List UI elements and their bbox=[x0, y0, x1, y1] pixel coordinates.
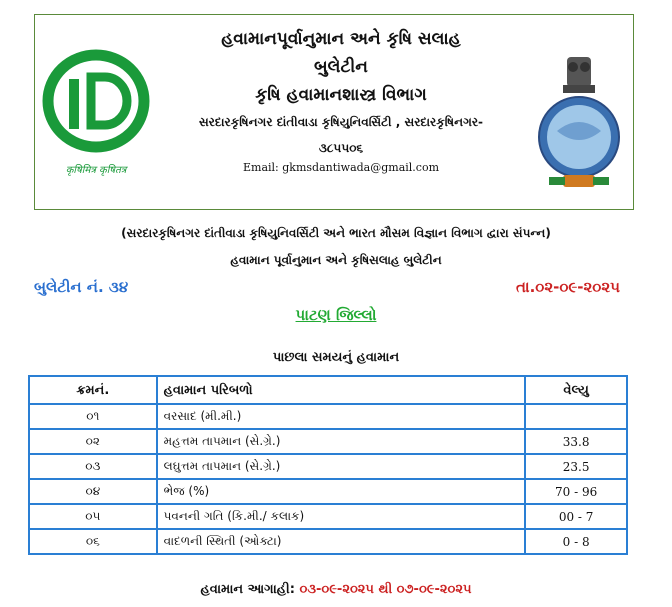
row-no: ૦૬ bbox=[29, 529, 157, 554]
row-param: વાદળની સ્થિતી (ઓક્ટા) bbox=[157, 529, 526, 554]
district-title: પાટણ જિલ્લો bbox=[295, 306, 377, 324]
bulletin-number: બુલેટીન નં. ૩૪ bbox=[34, 278, 129, 296]
bulletin-date: તા.૦૨-૦૯-૨૦૨૫ bbox=[515, 278, 620, 296]
header-title-line2: બુલેટીન bbox=[314, 57, 368, 77]
header-text bbox=[161, 25, 521, 175]
header-no: ક્રમનં. bbox=[29, 376, 157, 404]
past-weather-table bbox=[28, 375, 628, 555]
row-value: 00 - 7 bbox=[525, 504, 627, 529]
row-param: ભેજ (%) bbox=[157, 479, 526, 504]
university-logo-icon bbox=[39, 39, 154, 189]
intro-line1: (સરદારકૃષિનગર દાંતીવાડા કૃષિયુનિવર્સિટી અને ભારત મૌસમ વિજ્ઞાન વિભાગ દ્વારા સંપન્ન) bbox=[121, 226, 551, 240]
row-no: ૦૩ bbox=[29, 454, 157, 479]
header-param: હવામાન પરિબળો bbox=[157, 376, 526, 404]
header-email: Email: gkmsdantiwada@gmail.com bbox=[242, 161, 439, 174]
row-no: ૦૧ bbox=[29, 404, 157, 429]
table-row bbox=[29, 454, 627, 479]
row-param: વરસાદ (મી.મી.) bbox=[157, 404, 526, 429]
imd-emblem-icon bbox=[529, 55, 629, 195]
forecast-label: હવામાન આગાહી: bbox=[200, 582, 295, 597]
header-title-line3: કૃષિ હવામાનશાસ્ત્ર વિભાગ bbox=[255, 85, 427, 105]
table-row bbox=[29, 404, 627, 429]
table-row bbox=[29, 529, 627, 554]
header-box bbox=[34, 14, 634, 210]
row-no: ૦૫ bbox=[29, 504, 157, 529]
row-value: 70 - 96 bbox=[525, 479, 627, 504]
header-value: વેલ્યુ bbox=[525, 376, 627, 404]
header-address-line1: સરદારકૃષિનગર દાંતીવાડા કૃષિયુનિવર્સિટી , સરદારકૃષિનગર- bbox=[198, 115, 484, 129]
header-address-line2: ૩૮૫૫૦૬ bbox=[318, 141, 364, 155]
row-no: ૦૪ bbox=[29, 479, 157, 504]
table-row bbox=[29, 429, 627, 454]
row-value bbox=[525, 404, 627, 429]
row-param: લઘુત્તમ તાપમાન (સે.ગ્રે.) bbox=[157, 454, 526, 479]
row-param: મહત્તમ તાપમાન (સે.ગ્રે.) bbox=[157, 429, 526, 454]
row-param: પવનની ગતિ (કિ.મી./ કલાક) bbox=[157, 504, 526, 529]
forecast-dates: ૦૩-૦૯-૨૦૨૫ થી ૦૭-૦૯-૨૦૨૫ bbox=[299, 582, 472, 597]
row-value: 33.8 bbox=[525, 429, 627, 454]
header-title-line1: હવામાનપૂર્વાનુમાન અને કૃષિ સલાહ bbox=[221, 29, 461, 49]
row-value: 0 - 8 bbox=[525, 529, 627, 554]
row-no: ૦૨ bbox=[29, 429, 157, 454]
intro-line2: હવામાન પૂર્વાનુમાન અને કૃષિસલાહ બુલેટીન bbox=[230, 253, 442, 267]
table-header-row bbox=[29, 376, 627, 404]
past-weather-title: પાછલા સમયનું હવામાન bbox=[272, 350, 400, 365]
logo-caption: कृषिमित्र कृषितत्र bbox=[65, 165, 127, 176]
table-row bbox=[29, 479, 627, 504]
row-value: 23.5 bbox=[525, 454, 627, 479]
forecast-line bbox=[0, 582, 672, 597]
table-row bbox=[29, 504, 627, 529]
